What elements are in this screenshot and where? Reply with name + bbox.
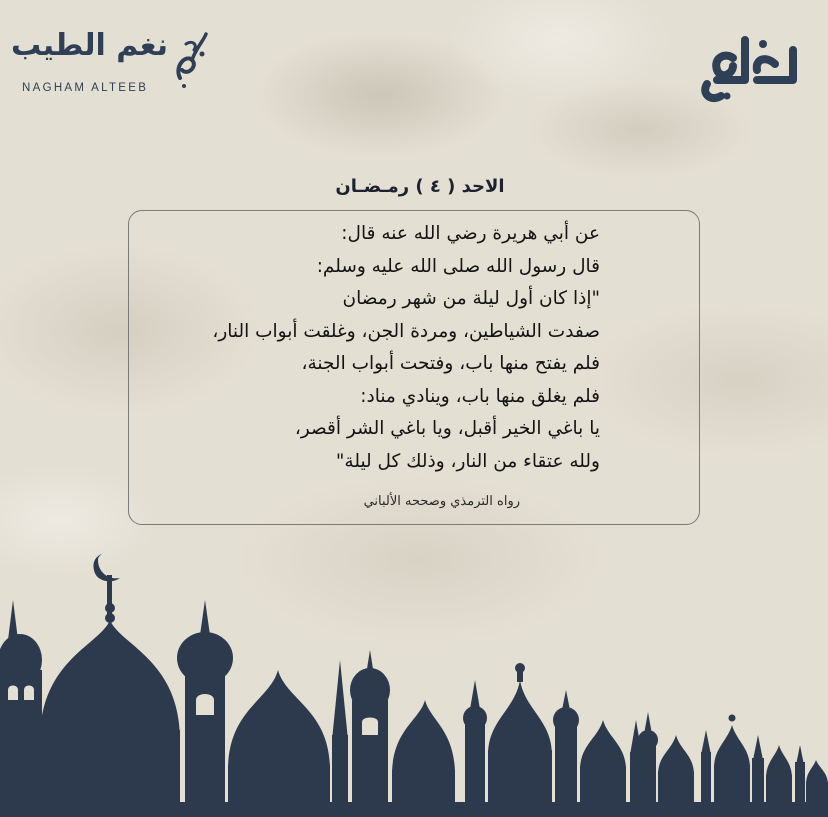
hadith-line: فلم يغلق منها باب، وينادي مناد:: [360, 385, 600, 407]
hadith-line: يا باغي الخير أقبل، ويا باغي الشر أقصر،: [294, 418, 600, 439]
hadith-line: فلم يفتح منها باب، وفتحت أبواب الجنة،: [301, 353, 600, 374]
hadith-line: عن أبي هريرة رضي الله عنه قال:: [341, 223, 600, 244]
hadith-line: "إذا كان أول ليلة من شهر رمضان: [342, 288, 600, 309]
day-title: الاحد ( ٤ ) رمـضـان: [335, 176, 505, 197]
hadith-line: صفدت الشياطين، ومردة الجن، وغلقت أبواب النار،: [212, 320, 600, 342]
hadith-source: رواه الترمذي وصححه الألباني: [363, 494, 520, 509]
hadith-text: [128, 218, 600, 478]
ramadan-calligraphy-icon: [697, 28, 802, 106]
brand-name-arabic: نغم الطيب: [11, 28, 168, 63]
crescent-icon: [93, 554, 120, 581]
brand-name-english: NAGHAM ALTEEB: [22, 82, 149, 94]
hadith-line: قال رسول الله صلى الله عليه وسلم:: [316, 255, 600, 277]
mosque-skyline-silhouette: [0, 540, 828, 817]
hadith-line: ولله عتقاء من النار، وذلك كل ليلة": [335, 450, 600, 472]
brand-logo: [11, 28, 212, 98]
calligraphy-mark-icon: [172, 30, 212, 90]
